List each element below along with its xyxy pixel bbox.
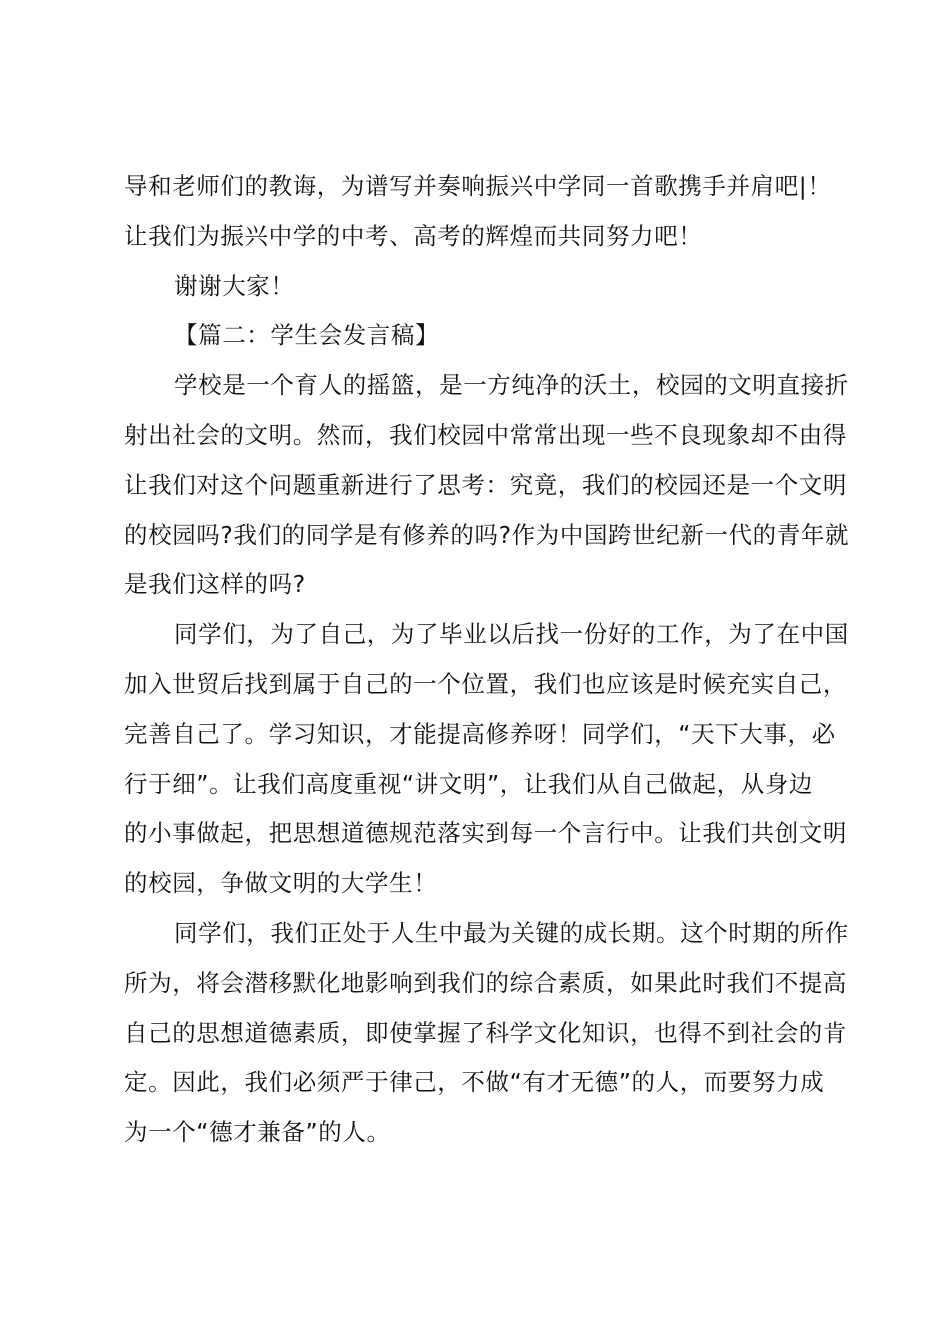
paragraph-line: 射出社会的文明。然而，我们校园中常常出现一些不良现象却不由得 [124, 421, 847, 449]
text-line: 让我们为振兴中学的中考、高考的辉煌而共同努力吧！ [124, 222, 703, 250]
paragraph-line: 自己的思想道德素质，即使掌握了科学文化知识，也得不到社会的肯 [124, 1019, 847, 1047]
paragraph-line: 同学们，我们正处于人生中最为关键的成长期。这个时期的所作 [174, 919, 849, 947]
text-line: 谢谢大家！ [174, 272, 295, 300]
paragraph-line: 学校是一个育人的摇篮，是一方纯净的沃土，校园的文明直接折 [174, 371, 849, 399]
paragraph-line: 让我们对这个问题重新进行了思考：究竟，我们的校园还是一个文明 [124, 471, 847, 499]
paragraph-line: 同学们，为了自己，为了毕业以后找一份好的工作，为了在中国 [174, 620, 849, 648]
paragraph-line: 的校园，争做文明的大学生！ [124, 869, 438, 897]
paragraph-line: 完善自己了。学习知识，才能提高修养呀！同学们，“天下大事，必 [124, 720, 836, 748]
paragraph-line: 的小事做起，把思想道德规范落实到每一个言行中。让我们共创文明 [124, 819, 847, 847]
text-line: 导和老师们的教诲，为谱写并奏响振兴中学同一首歌携手并肩吧|！ [124, 172, 832, 200]
paragraph-line: 是我们这样的吗? [124, 570, 306, 598]
paragraph-line: 加入世贸后找到属于自己的一个位置，我们也应该是时候充实自己， [124, 670, 847, 698]
paragraph-line: 行于细”。让我们高度重视“讲文明”，让我们从自己做起，从身边 [124, 770, 814, 798]
section-heading: 【篇二：学生会发言稿】 [174, 321, 440, 349]
paragraph-line: 为一个“德才兼备”的人。 [124, 1118, 391, 1146]
paragraph-line: 的校园吗?我们的同学是有修养的吗?作为中国跨世纪新一代的青年就 [124, 521, 850, 549]
paragraph-line: 所为，将会潜移默化地影响到我们的综合素质，如果此时我们不提高 [124, 969, 847, 997]
paragraph-line: 定。因此，我们必须严于律己，不做“有才无德”的人，而要努力成 [124, 1068, 825, 1096]
